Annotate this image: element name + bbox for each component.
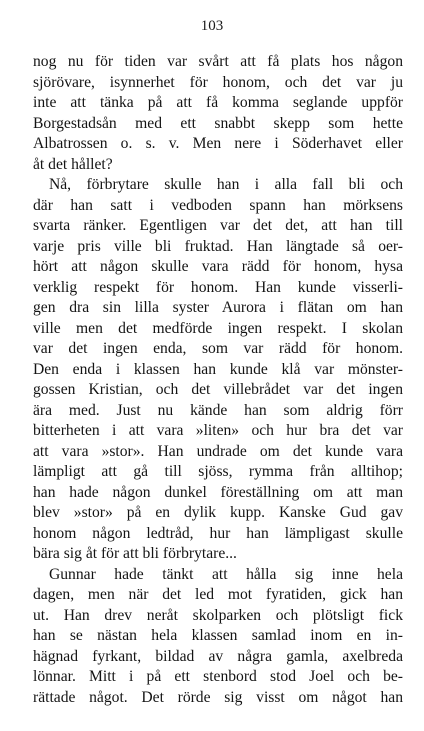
text-line: blev »stor» på en dylik kupp. Kanske Gud gav	[33, 504, 403, 521]
text-line: varje pris ville bli fruktad. Han längtade så oer-	[33, 237, 403, 255]
text-line: Albatrossen o. s. v. Men nere i Söderhavet eller	[33, 135, 403, 152]
text-line: svarta ränker. Egentligen var det det, att han till	[33, 217, 403, 234]
text-line: Den enda i klassen han kunde klå var mönster-	[33, 360, 403, 378]
text-line: Borgestadsån med ett snabbt skepp som hette	[33, 114, 403, 132]
text-line: inte att tänka på att få komma seglande uppför	[33, 94, 403, 111]
page-number: 103	[200, 18, 224, 34]
text-line: verklig respekt för honom. Han kunde visserli-	[33, 278, 403, 296]
text-line: ville men det medförde ingen respekt. I skolan	[33, 319, 403, 337]
text-line: bitterheten i att vara »liten» och hur bra det var	[33, 422, 403, 439]
text-line: var det ingen enda, som var rädd för honom.	[33, 340, 403, 357]
text-line: han se nästan hela klassen samlad inom en in-	[33, 627, 403, 644]
paragraph	[33, 52, 403, 175]
text-line: dagen, men när det led mot fyratiden, gick han	[33, 586, 403, 603]
text-line: där han satt i vedboden spann han mörksens	[33, 196, 403, 214]
paragraph	[33, 175, 403, 565]
text-line: bära sig åt för att bli förbrytare...	[33, 545, 237, 562]
text-line: att vara »stor». Han undrade om det kunde vara	[33, 442, 403, 460]
text-line: Nå, förbrytare skulle han i alla fall bli och	[49, 176, 403, 193]
text-line: ära med. Just nu kände han som aldrig förr	[33, 401, 403, 419]
text-line: åt det hållet?	[33, 155, 113, 173]
text-line: rättade något. Det rörde sig visst om något han	[33, 688, 403, 706]
text-line: honom någon ledtråd, hur han lämpligast skulle	[33, 524, 403, 542]
text-line: lönnar. Mitt i på ett stenbord stod Joel och be-	[33, 668, 403, 685]
body-text	[33, 52, 403, 708]
text-line: lämpligt att gå till sjöss, rymma från alltihop;	[33, 463, 403, 480]
text-line: nog nu för tiden var svårt att få plats hos någon	[33, 53, 403, 70]
text-line: gen dra sin lilla syster Aurora i flätan om han	[33, 299, 403, 316]
paragraph	[33, 565, 403, 709]
text-line: sjörövare, isynnerhet för honom, och det var ju	[33, 73, 403, 91]
text-line: Gunnar hade tänkt att hålla sig inne hela	[49, 565, 403, 583]
text-line: gossen Kristian, och det villebrådet var det ingen	[33, 381, 403, 398]
text-line: ut. Han drev neråt skolparken och plötsligt fick	[33, 606, 403, 624]
text-line: han hade någon dunkel föreställning om att man	[33, 483, 403, 501]
text-line: hört att någon skulle vara rädd för honom, hysa	[33, 258, 403, 275]
text-line: hägnad fyrkant, bildad av några gamla, axelbreda	[33, 647, 403, 665]
